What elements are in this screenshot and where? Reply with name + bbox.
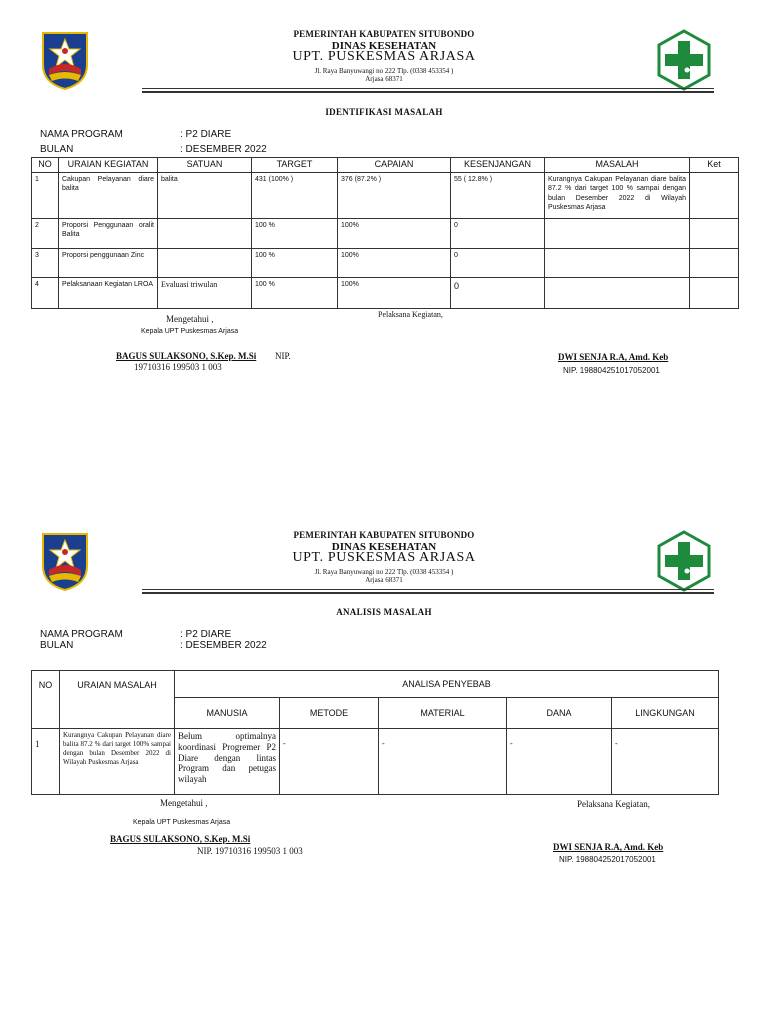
sheet1-title: IDENTIFIKASI MASALAH: [325, 107, 443, 117]
cell-satuan: [158, 219, 252, 249]
cell-no: 1: [32, 173, 59, 219]
table-row: [32, 249, 739, 278]
identification-table: [31, 157, 739, 309]
month-label: BULAN: [40, 144, 74, 155]
cell-kegiatan: Proporsi Penggunaan oralit Balita: [59, 219, 158, 249]
postal-code: Arjasa 68371: [365, 576, 403, 584]
col-header-manusia: MANUSIA: [175, 698, 280, 729]
table-row: [32, 219, 739, 249]
cell-masalah: [545, 219, 690, 249]
cell-satuan: balita: [158, 173, 252, 219]
col-header-satuan: SATUAN: [158, 158, 252, 173]
pelaksana-name: DWI SENJA R.A, Amd. Keb: [558, 352, 669, 362]
cell-no: 2: [32, 219, 59, 249]
program-label: NAMA PROGRAM: [40, 629, 123, 640]
header-rule-thick: [142, 91, 714, 93]
col-header-uraian: URAIAN MASALAH: [60, 671, 175, 729]
cell-no: 1: [32, 729, 60, 795]
table-header-row: [32, 158, 739, 173]
address: Jl. Raya Banyuwangi no 222 Tlp. (0338 453354 ): [314, 67, 454, 75]
kepala-nip-label: NIP.: [275, 351, 291, 361]
cell-no: 3: [32, 249, 59, 278]
cell-capaian: 376 (87.2% ): [338, 173, 451, 219]
header-rule-thin: [142, 88, 714, 89]
cell-kesenjangan: 0: [451, 249, 545, 278]
kepala-name: BAGUS SULAKSONO, S.Kep. M.Si: [110, 834, 251, 844]
cell-target: 100 %: [252, 219, 338, 249]
cell-capaian: 100%: [338, 249, 451, 278]
program-value: : P2 DIARE: [180, 629, 232, 640]
cell-material: -: [379, 729, 507, 795]
cell-manusia: Belum optimalnya koordinasi Progremer P2 Diare dengan lintas Program dan petugas wilayah: [175, 729, 280, 795]
pelaksana-nip: NIP. 198804251017052001: [563, 366, 660, 375]
header-rule-thin: [142, 589, 714, 590]
month-value: : DESEMBER 2022: [180, 640, 267, 651]
cell-metode: -: [280, 729, 379, 795]
cell-capaian: 100%: [338, 278, 451, 309]
puskesmas-logo-icon: [656, 29, 712, 91]
program-label: NAMA PROGRAM: [40, 129, 123, 140]
col-header-lingkungan: LINGKUNGAN: [612, 698, 719, 729]
cell-ket: [690, 278, 739, 309]
pelaksana-label: Pelaksana Kegiatan,: [577, 799, 650, 809]
cell-masalah: Kurangnya Cakupan Pelayanan diare balita 87.2 % dari target 100 % sampai dengan bulan Desember 2022 di Wilayah Puskesmas Arjasa: [545, 173, 690, 219]
col-header-ket: Ket: [690, 158, 739, 173]
cell-kegiatan: Cakupan Pelayanan diare balita: [59, 173, 158, 219]
cell-target: 100 %: [252, 249, 338, 278]
col-header-dana: DANA: [507, 698, 612, 729]
col-header-material: MATERIAL: [379, 698, 507, 729]
col-header-capaian: CAPAIAN: [338, 158, 451, 173]
month-label: BULAN: [40, 640, 74, 651]
col-header-masalah: MASALAH: [545, 158, 690, 173]
col-header-metode: METODE: [280, 698, 379, 729]
cell-target: 100 %: [252, 278, 338, 309]
cell-capaian: 100%: [338, 219, 451, 249]
col-header-no: NO: [32, 158, 59, 173]
government-name: PEMERINTAH KABUPATEN SITUBONDO: [293, 29, 475, 39]
program-value: : P2 DIARE: [180, 129, 232, 140]
cell-kesenjangan: 0: [451, 219, 545, 249]
col-header-kesenjangan: KESENJANGAN: [451, 158, 545, 173]
col-header-analisa: ANALISA PENYEBAB: [175, 671, 719, 698]
cell-uraian: Kurangnya Cakupan Pelayanan diare balita 87.2 % dari target 100% sampai dengan bulan Desember 2022 di Wilayah Puskesmas Arjasa: [60, 729, 175, 795]
kepala-name: BAGUS SULAKSONO, S.Kep. M.Si: [116, 351, 257, 361]
sheet2-title: ANALISIS MASALAH: [336, 607, 432, 617]
cell-kegiatan: Proporsi penggunaan Zinc: [59, 249, 158, 278]
cell-masalah: [545, 249, 690, 278]
table-row: [32, 173, 739, 219]
cell-kesenjangan: 55 ( 12.8% ): [451, 173, 545, 219]
table-row: [32, 729, 719, 795]
government-name: PEMERINTAH KABUPATEN SITUBONDO: [293, 530, 475, 540]
cell-no: 4: [32, 278, 59, 309]
department-name: DINAS KESEHATAN: [331, 40, 437, 52]
col-header-kegiatan: URAIAN KEGIATAN: [59, 158, 158, 173]
kepala-nip: NIP. 19710316 199503 1 003: [197, 846, 303, 856]
mengetahui-label: Mengetahui ,: [166, 314, 214, 324]
puskesmas-name: UPT. PUSKESMAS ARJASA: [292, 550, 476, 565]
analysis-table: [31, 670, 719, 795]
puskesmas-logo-icon: [656, 530, 712, 592]
col-header-target: TARGET: [252, 158, 338, 173]
cell-ket: [690, 249, 739, 278]
cell-target: 431 (100% ): [252, 173, 338, 219]
cell-satuan: [158, 249, 252, 278]
department-name: DINAS KESEHATAN: [331, 541, 437, 553]
pelaksana-name: DWI SENJA R.A, Amd. Keb: [553, 842, 664, 852]
header-rule-thick: [142, 592, 714, 594]
col-header-no: NO: [32, 671, 60, 729]
kepala-label: Kepala UPT Puskesmas Arjasa: [133, 819, 231, 826]
cell-ket: [690, 219, 739, 249]
cell-dana: -: [507, 729, 612, 795]
kepala-nip: 19710316 199503 1 003: [134, 362, 222, 372]
pelaksana-label: Pelaksana Kegiatan,: [378, 310, 443, 319]
table-header-row: [32, 671, 719, 698]
cell-lingkungan: -: [612, 729, 719, 795]
cell-kegiatan: Pelaksanaan Kegiatan LROA: [59, 278, 158, 309]
cell-ket: [690, 173, 739, 219]
mengetahui-label: Mengetahui ,: [160, 798, 208, 808]
cell-masalah: [545, 278, 690, 309]
month-value: : DESEMBER 2022: [180, 144, 267, 155]
cell-satuan: Evaluasi triwulan: [158, 278, 252, 309]
cell-kesenjangan: 0: [451, 278, 545, 309]
address: Jl. Raya Banyuwangi no 222 Tlp. (0338 453354 ): [314, 568, 454, 576]
pelaksana-nip: NIP. 198804252017052001: [559, 855, 656, 864]
table-row: [32, 278, 739, 309]
postal-code: Arjasa 68371: [365, 75, 403, 83]
puskesmas-name: UPT. PUSKESMAS ARJASA: [292, 49, 476, 64]
kepala-label: Kepala UPT Puskesmas Arjasa: [141, 328, 239, 335]
